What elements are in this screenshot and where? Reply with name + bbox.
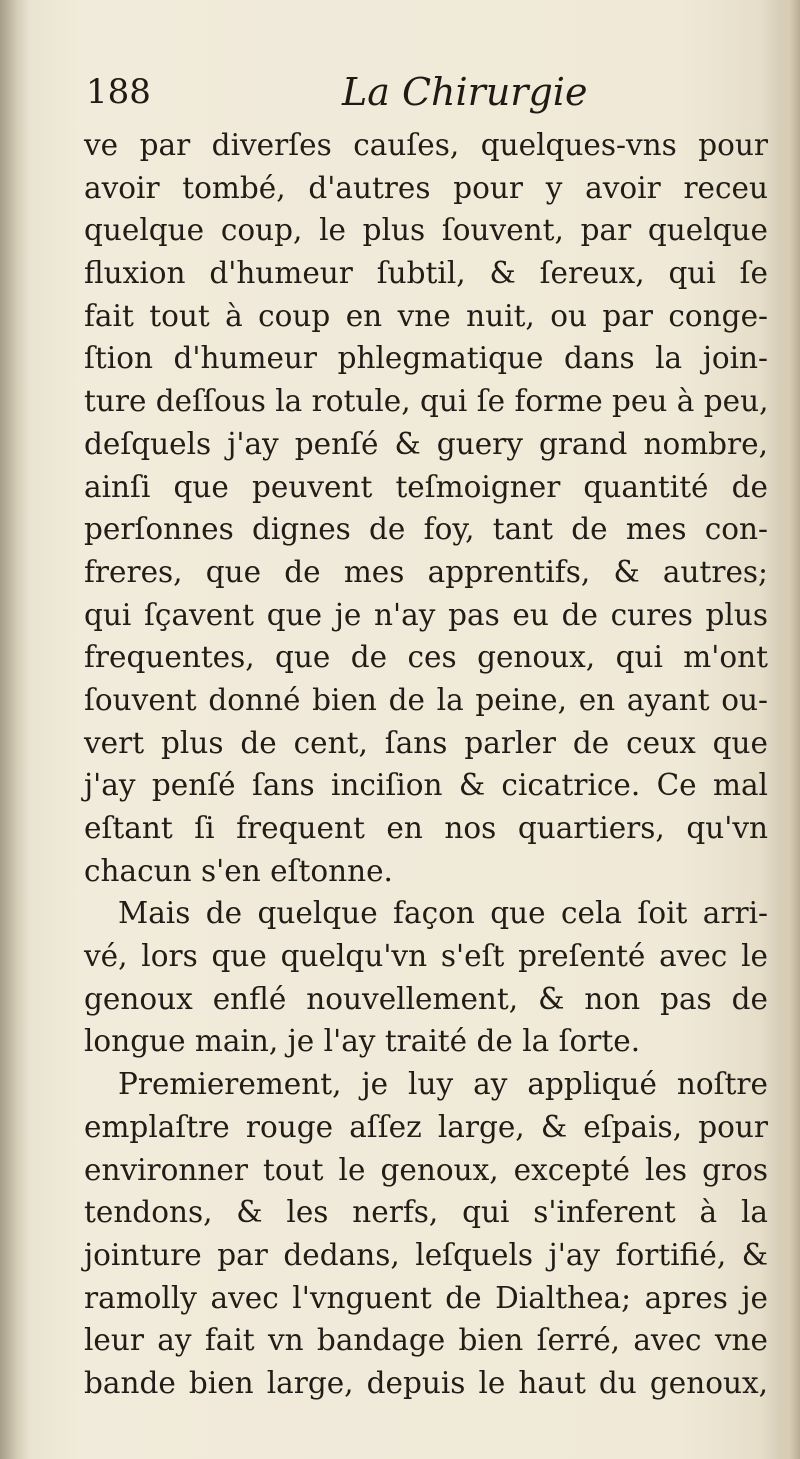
text-line: environner tout le genoux, excepté les gros: [84, 1152, 768, 1187]
text-line: ramolly avec l'vnguent de Dialthea; apres je: [84, 1280, 768, 1315]
text-line: ve par diverſes cauſes, quelques-vns pour: [84, 128, 768, 162]
text-line: avoir tombé, d'autres pour y avoir receu: [84, 170, 768, 205]
text-line: deſquels j'ay penſé & guery grand nombre,: [84, 426, 768, 461]
page-edge: [776, 0, 800, 1459]
text-line: frequentes, que de ces genoux, qui m'ont: [84, 640, 768, 675]
text-line: longue main, je l'ay traité de la ſorte.: [84, 1024, 641, 1059]
page-gutter-shadow: [0, 0, 30, 1459]
text-line: tendons, & les nerfs, qui s'inferent à la: [84, 1195, 768, 1230]
text-line: fluxion d'humeur ſubtil, & ſereux, qui ſe: [84, 256, 768, 291]
text-line: ſouvent donné bien de la peine, en ayant ou-: [84, 682, 768, 717]
text-line: qui ſçavent que je n'ay pas eu de cures plus: [84, 597, 768, 632]
body-text: [84, 124, 768, 1405]
text-line: ainſi que peuvent teſmoigner quantité de: [84, 469, 768, 504]
text-line: emplaſtre rouge aſſez large, & eſpais, pour: [84, 1109, 768, 1144]
text-line: ture deſſous la rotule, qui ſe forme peu à peu,: [84, 384, 769, 419]
text-line: bande bien large, depuis le haut du genoux,: [84, 1365, 768, 1400]
text-line: Mais de quelque façon que cela ſoit arri-: [118, 896, 768, 931]
page-number: 188: [86, 72, 151, 112]
page-header: [86, 66, 776, 118]
text-line: jointure par dedans, leſquels j'ay fortifié, &: [84, 1237, 768, 1272]
text-line: leur ay fait vn bandage bien ſerré, avec vne: [84, 1323, 768, 1358]
text-line: fait tout à coup en vne nuit, ou par conge-: [84, 298, 768, 333]
text-line: Premierement, je luy ay appliqué noſtre: [118, 1067, 768, 1102]
text-line: perſonnes dignes de foy, tant de mes con-: [84, 512, 768, 547]
text-line: eſtant ſi frequent en nos quartiers, qu'vn: [84, 811, 768, 845]
text-line: vert plus de cent, ſans parler de ceux que: [84, 725, 768, 760]
text-line: quelque coup, le plus ſouvent, par quelque: [84, 213, 768, 248]
running-head: La Chirurgie: [342, 70, 588, 114]
text-line: j'ay penſé ſans inciſion & cicatrice. Ce mal: [84, 768, 768, 803]
text-line: vé, lors que quelqu'vn s'eſt preſenté avec le: [84, 939, 768, 974]
text-line: freres, que de mes apprentifs, & autres;: [84, 554, 768, 589]
text-line: chacun s'en eſtonne.: [84, 853, 393, 888]
text-line: ſtion d'humeur phlegmatique dans la join-: [84, 341, 768, 376]
text-line: genoux enflé nouvellement, & non pas de: [84, 981, 768, 1016]
